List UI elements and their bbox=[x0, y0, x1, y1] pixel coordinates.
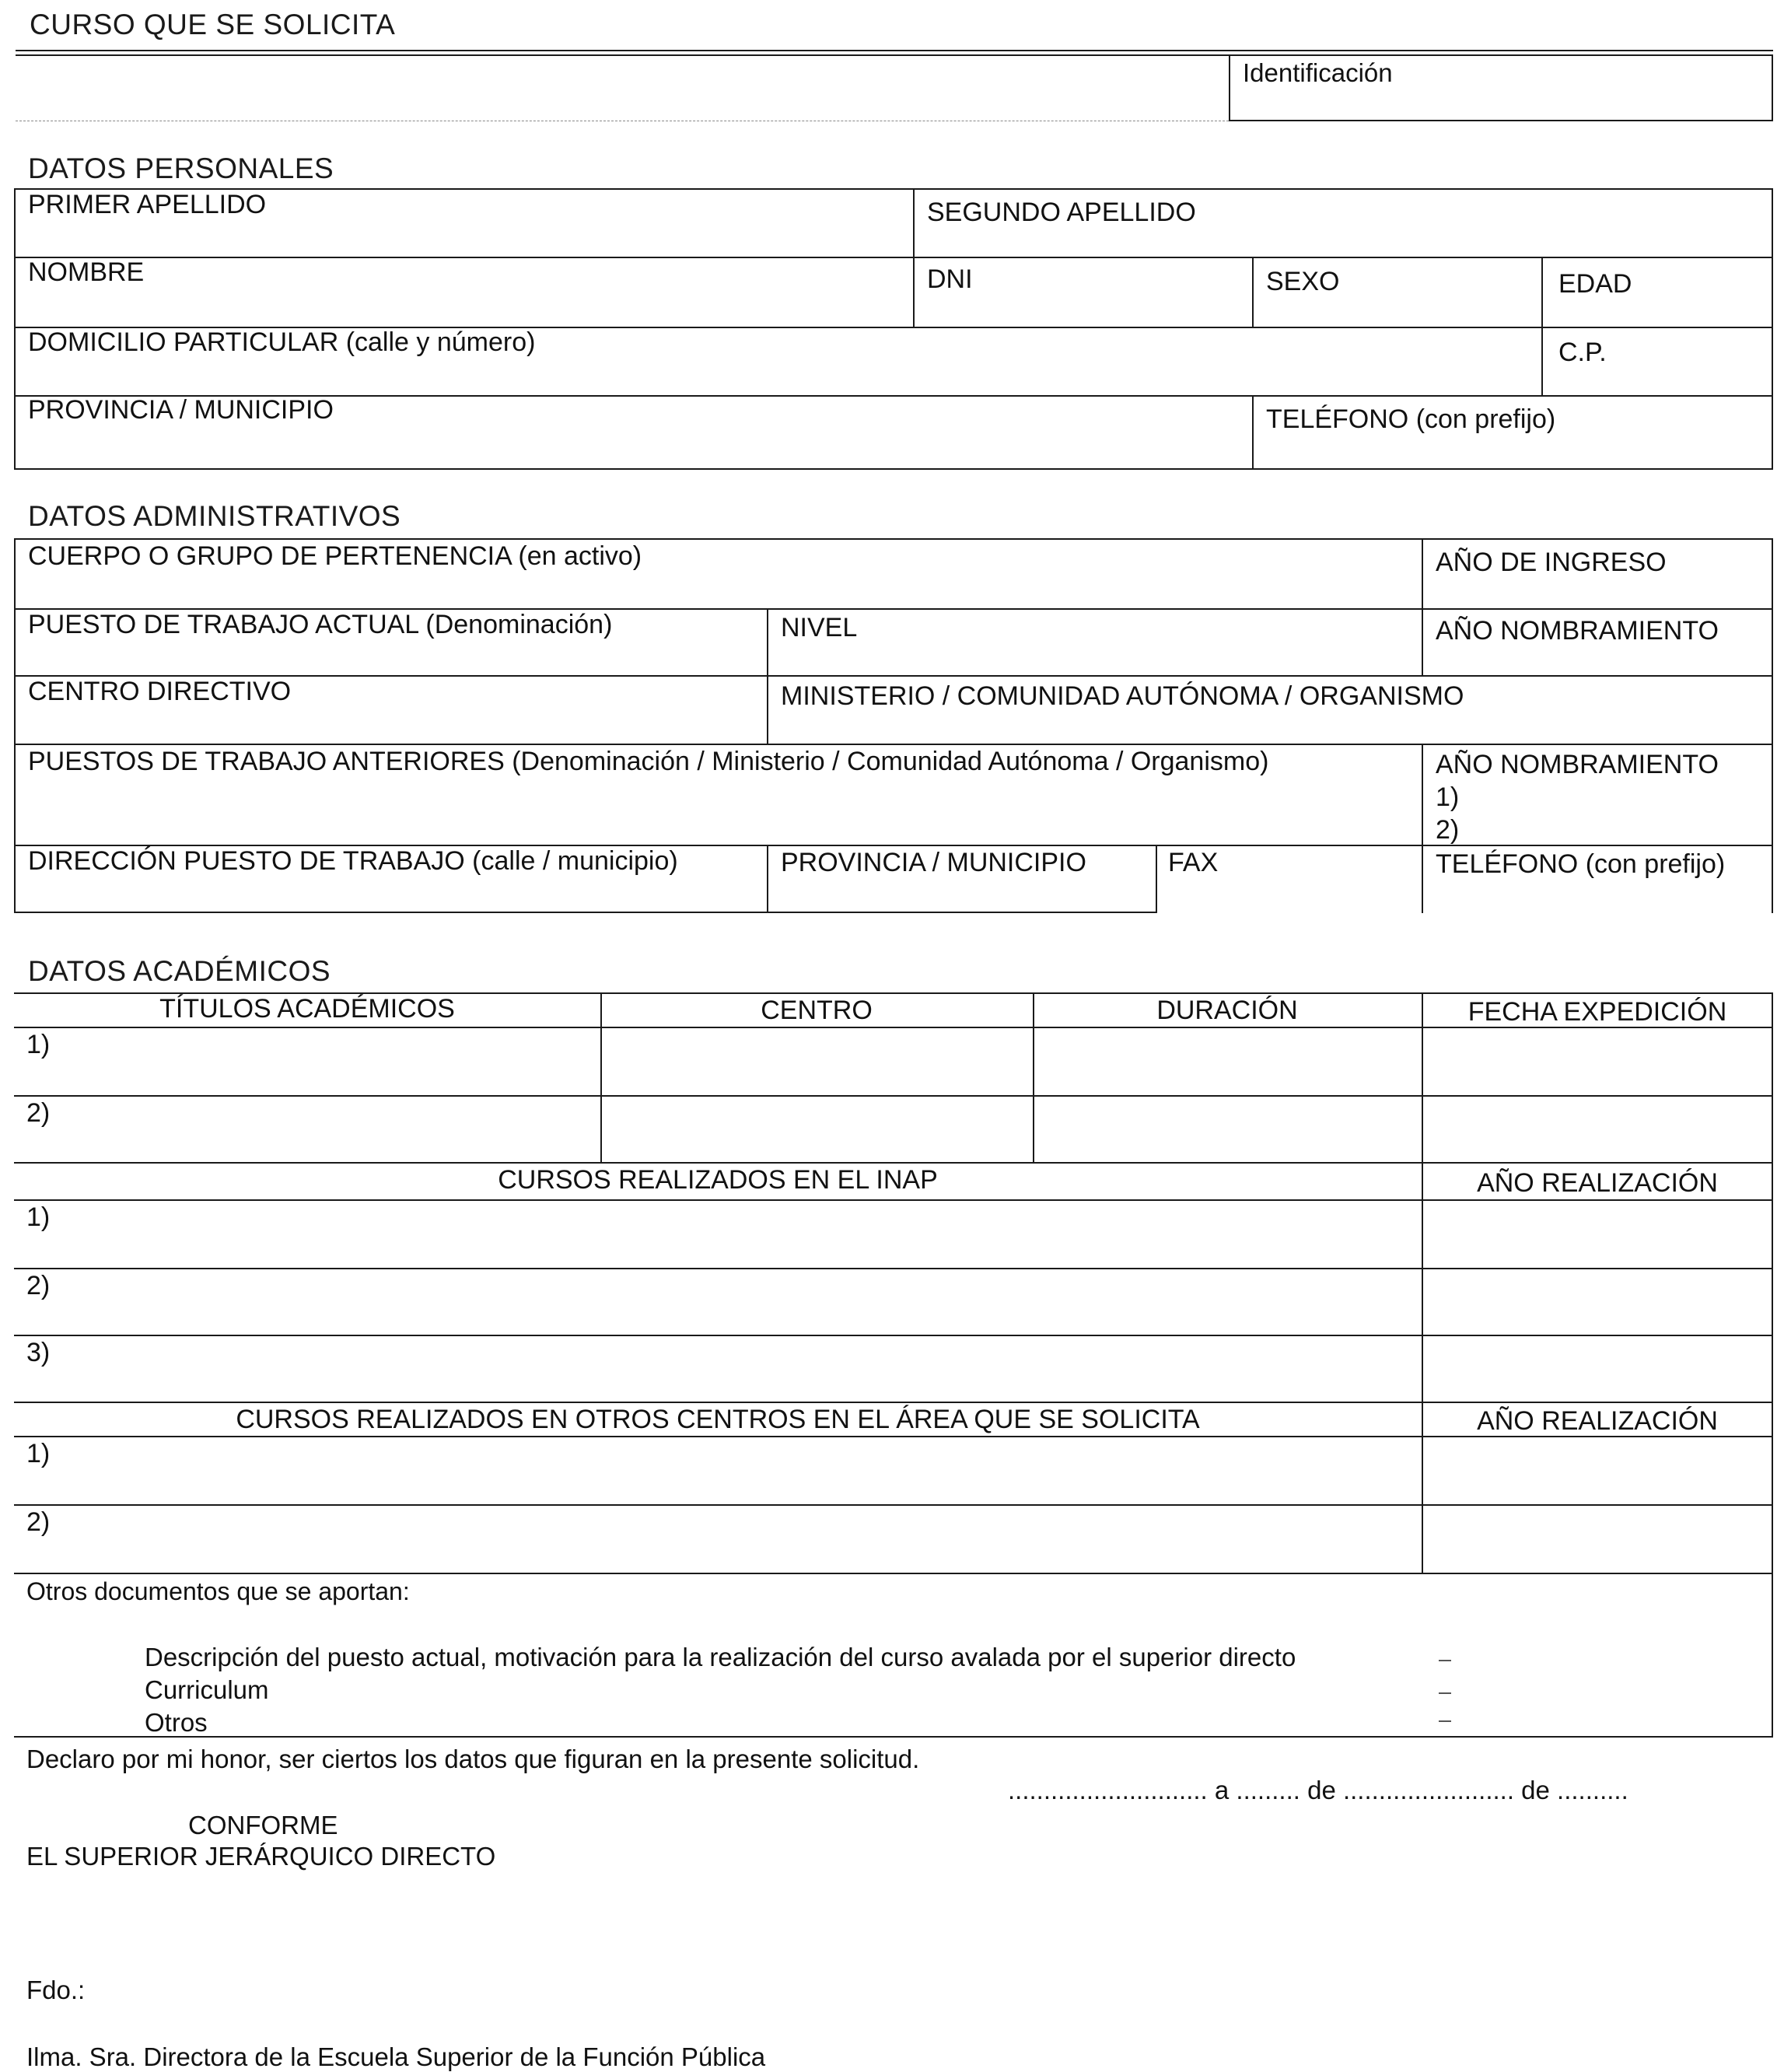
divider bbox=[14, 1162, 1773, 1164]
inap-anio-header: AÑO REALIZACIÓN bbox=[1477, 1168, 1718, 1198]
anio-nombramiento-anteriores-field[interactable]: AÑO NOMBRAMIENTO bbox=[1436, 750, 1719, 779]
provincia-field[interactable]: PROVINCIA / MUNICIPIO bbox=[28, 395, 334, 425]
item-number: 3) bbox=[26, 1338, 51, 1367]
divider bbox=[767, 845, 768, 912]
nombre-field[interactable]: NOMBRE bbox=[28, 257, 145, 287]
divider bbox=[1541, 257, 1543, 395]
divider bbox=[14, 1095, 1773, 1097]
telefono-field[interactable]: TELÉFONO (con prefijo) bbox=[1266, 404, 1556, 434]
documento-checkbox[interactable] bbox=[1439, 1720, 1451, 1722]
documento-checkbox[interactable] bbox=[1439, 1692, 1451, 1694]
divider bbox=[767, 608, 768, 744]
fecha-lugar-line[interactable]: ............................ a ......... de ........................ de .......... bbox=[1008, 1776, 1628, 1804]
divider bbox=[913, 188, 915, 327]
item-number: 1) bbox=[26, 1202, 51, 1232]
ministerio-field[interactable]: MINISTERIO / COMUNIDAD AUTÓNOMA / ORGANISMO bbox=[781, 681, 1464, 711]
item-number: 1) bbox=[26, 1439, 51, 1468]
identificacion-label: Identificación bbox=[1243, 58, 1393, 87]
divider bbox=[1252, 257, 1254, 327]
item-number: 1) bbox=[1436, 782, 1460, 812]
divider bbox=[1422, 538, 1423, 675]
divider bbox=[14, 744, 1773, 745]
puesto-actual-field[interactable]: PUESTO DE TRABAJO ACTUAL (Denominación) bbox=[28, 610, 613, 639]
divider bbox=[14, 1436, 1773, 1437]
item-number: 2) bbox=[1436, 815, 1460, 845]
puestos-anteriores-field[interactable]: PUESTOS DE TRABAJO ANTERIORES (Denominación / Ministerio / Comunidad Autónoma / Organismo) bbox=[28, 747, 1269, 776]
divider bbox=[14, 1402, 1773, 1403]
item-number: 1) bbox=[26, 1030, 51, 1059]
column-header-duracion: DURACIÓN bbox=[1156, 996, 1298, 1025]
curso-field[interactable] bbox=[16, 54, 1229, 121]
segundo-apellido-field[interactable]: SEGUNDO APELLIDO bbox=[927, 198, 1196, 227]
documento-item: Otros bbox=[145, 1708, 208, 1737]
divider bbox=[14, 1027, 1773, 1028]
dni-field[interactable]: DNI bbox=[927, 264, 973, 294]
otros-anio-header: AÑO REALIZACIÓN bbox=[1477, 1406, 1718, 1436]
divider bbox=[14, 1335, 1773, 1336]
nivel-field[interactable]: NIVEL bbox=[781, 613, 858, 642]
academicos-table bbox=[14, 992, 1773, 1574]
divider bbox=[14, 1268, 1773, 1269]
anio-ingreso-field[interactable]: AÑO DE INGRESO bbox=[1436, 548, 1667, 577]
destinataria: Ilma. Sra. Directora de la Escuela Superior de la Función Pública bbox=[26, 2042, 766, 2071]
column-header-titulos: TÍTULOS ACADÉMICOS bbox=[159, 994, 455, 1024]
cp-field[interactable]: C.P. bbox=[1558, 338, 1607, 367]
edad-field[interactable]: EDAD bbox=[1558, 269, 1632, 299]
divider bbox=[1156, 845, 1157, 913]
item-number: 2) bbox=[26, 1271, 51, 1300]
direccion-field[interactable]: DIRECCIÓN PUESTO DE TRABAJO (calle / municipio) bbox=[28, 846, 678, 876]
domicilio-field[interactable]: DOMICILIO PARTICULAR (calle y número) bbox=[28, 327, 536, 357]
item-number: 2) bbox=[26, 1098, 51, 1128]
section-heading-academicos: DATOS ACADÉMICOS bbox=[28, 955, 331, 987]
divider bbox=[14, 1504, 1773, 1506]
documentos-heading: Otros documentos que se aportan: bbox=[26, 1577, 410, 1605]
primer-apellido-field[interactable]: PRIMER APELLIDO bbox=[28, 190, 267, 219]
divider bbox=[1422, 744, 1423, 913]
anio-nombramiento-field[interactable]: AÑO NOMBRAMIENTO bbox=[1436, 616, 1719, 646]
superior-label: EL SUPERIOR JERÁRQUICO DIRECTO bbox=[26, 1842, 496, 1871]
divider bbox=[16, 50, 1773, 51]
item-number: 2) bbox=[26, 1507, 51, 1537]
firma-field[interactable]: Fdo.: bbox=[26, 1976, 86, 2004]
section-heading-administrativos: DATOS ADMINISTRATIVOS bbox=[28, 500, 401, 532]
cuerpo-field[interactable]: CUERPO O GRUPO DE PERTENENCIA (en activo) bbox=[28, 541, 642, 571]
divider bbox=[14, 912, 1157, 913]
divider bbox=[1252, 395, 1254, 470]
otros-cursos-header: CURSOS REALIZADOS EN OTROS CENTROS EN EL ÁREA QUE SE SOLICITA bbox=[236, 1405, 1200, 1434]
documento-checkbox[interactable] bbox=[1439, 1660, 1451, 1661]
provincia-trabajo-field[interactable]: PROVINCIA / MUNICIPIO bbox=[781, 848, 1086, 877]
section-heading-personales: DATOS PERSONALES bbox=[28, 152, 334, 184]
centro-directivo-field[interactable]: CENTRO DIRECTIVO bbox=[28, 677, 292, 706]
column-header-fecha: FECHA EXPEDICIÓN bbox=[1467, 997, 1727, 1027]
documento-item: Curriculum bbox=[145, 1675, 269, 1704]
documento-item: Descripción del puesto actual, motivación para la realización del curso avalada por el superior directo bbox=[145, 1643, 1296, 1671]
declaracion-text: Declaro por mi honor, ser ciertos los datos que figuran en la presente solicitud. bbox=[26, 1745, 920, 1773]
sexo-field[interactable]: SEXO bbox=[1266, 267, 1340, 296]
telefono-trabajo-field[interactable]: TELÉFONO (con prefijo) bbox=[1436, 849, 1726, 879]
divider bbox=[1422, 992, 1423, 1573]
fax-field[interactable]: FAX bbox=[1168, 848, 1219, 877]
column-header-centro: CENTRO bbox=[761, 996, 873, 1025]
divider bbox=[14, 1199, 1773, 1201]
divider bbox=[14, 257, 1773, 258]
conforme-label: CONFORME bbox=[188, 1811, 338, 1839]
inap-header: CURSOS REALIZADOS EN EL INAP bbox=[498, 1165, 938, 1195]
section-heading-curso: CURSO QUE SE SOLICITA bbox=[30, 9, 396, 40]
